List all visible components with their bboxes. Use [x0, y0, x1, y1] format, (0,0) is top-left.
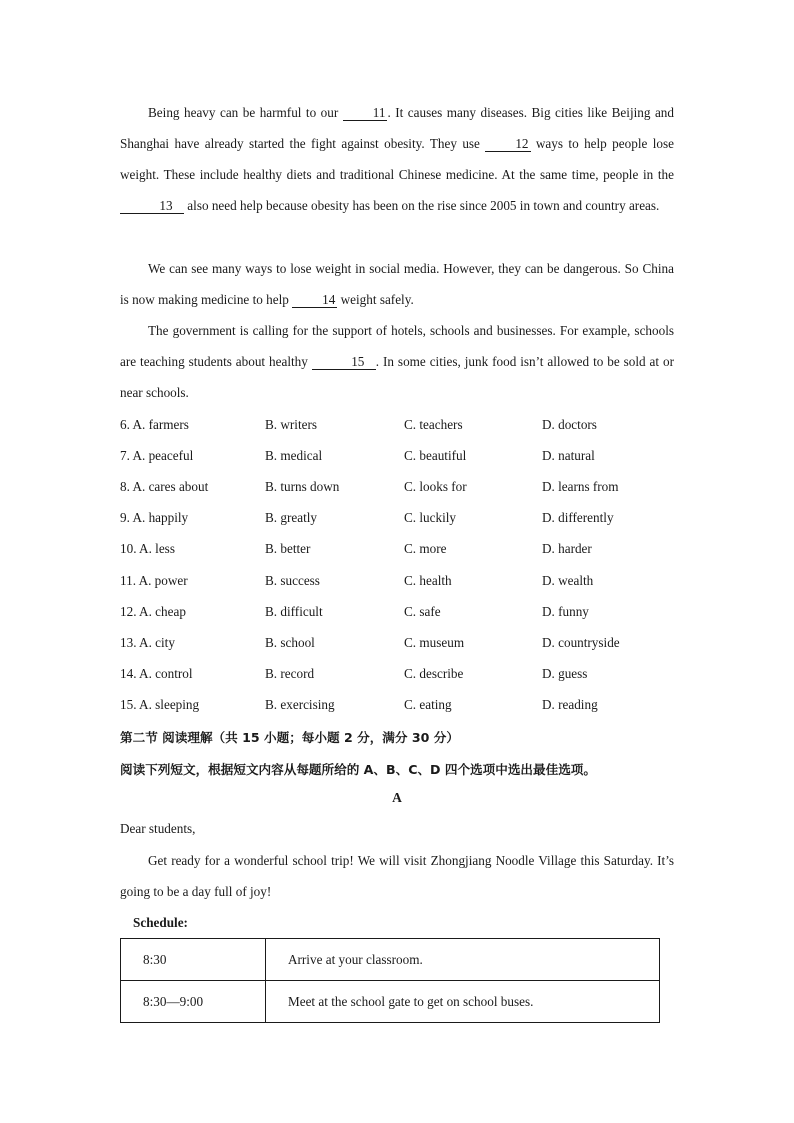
table-row [121, 939, 660, 981]
option-d[interactable]: D. countryside [542, 635, 620, 650]
option-c[interactable]: C. safe [404, 604, 441, 619]
option-a[interactable]: 13. A. city [120, 635, 175, 650]
option-d[interactable]: D. wealth [542, 573, 594, 588]
option-b[interactable]: B. exercising [265, 697, 335, 712]
schedule-activity: Arrive at your classroom. [266, 939, 660, 981]
option-d[interactable]: D. harder [542, 541, 592, 556]
option-c[interactable]: C. describe [404, 666, 464, 681]
option-b[interactable]: B. turns down [265, 479, 340, 494]
passage-text: Being heavy can be harmful to our [148, 105, 343, 120]
option-row [120, 689, 680, 720]
section-instruction: 阅读下列短文，根据短文内容从每题所给的 A、B、C、D 四个选项中选出最佳选项。 [120, 762, 596, 777]
option-b[interactable]: B. writers [265, 417, 318, 432]
option-b[interactable]: B. medical [265, 448, 323, 463]
letter-body: Get ready for a wonderful school trip! We will visit Zhongjiang Noodle Village this Saturday. It’s going to be a day full of joy! [120, 853, 674, 899]
option-row [120, 502, 680, 533]
option-c[interactable]: C. beautiful [404, 448, 467, 463]
passage-paragraph-1 [120, 97, 674, 221]
option-c[interactable]: C. museum [404, 635, 465, 650]
option-d[interactable]: D. reading [542, 697, 598, 712]
section-heading: 第二节 阅读理解（共 15 小题；每小题 2 分，满分 30 分） [120, 730, 459, 745]
passage-text: also need help because obesity has been on the rise since 2005 in town and country areas. [184, 198, 660, 213]
option-b[interactable]: B. better [265, 541, 311, 556]
option-c[interactable]: C. more [404, 541, 447, 556]
schedule-label: Schedule: [133, 915, 188, 930]
option-a[interactable]: 12. A. cheap [120, 604, 186, 619]
blank-14: 14 [292, 293, 337, 308]
passage-text: . In some cities, junk food isn’t allowed to be sold at or near schools. [120, 354, 674, 400]
blank-12: 12 [485, 137, 530, 152]
option-c[interactable]: C. eating [404, 697, 452, 712]
passage-text: The government is calling for the support of hotels, schools and businesses. For example, schools are teaching students about healthy [120, 323, 674, 369]
schedule-time: 8:30—9:00 [121, 981, 266, 1023]
option-row [120, 409, 680, 440]
option-a[interactable]: 6. A. farmers [120, 417, 189, 432]
option-b[interactable]: B. success [265, 573, 320, 588]
option-d[interactable]: D. natural [542, 448, 595, 463]
table-row [121, 981, 660, 1023]
option-row [120, 440, 680, 471]
option-b[interactable]: B. greatly [265, 510, 318, 525]
passage-label: A [392, 790, 402, 805]
schedule-activity: Meet at the school gate to get on school buses. [266, 981, 660, 1023]
schedule-time: 8:30 [121, 939, 266, 981]
option-a[interactable]: 7. A. peaceful [120, 448, 194, 463]
passage-text: weight safely. [337, 292, 414, 307]
option-row [120, 533, 680, 564]
schedule-table [120, 938, 660, 1023]
option-c[interactable]: C. teachers [404, 417, 463, 432]
option-c[interactable]: C. looks for [404, 479, 467, 494]
option-a[interactable]: 11. A. power [120, 573, 188, 588]
option-b[interactable]: B. school [265, 635, 315, 650]
letter-greeting: Dear students, [120, 821, 196, 836]
option-d[interactable]: D. differently [542, 510, 614, 525]
option-row [120, 565, 680, 596]
option-row [120, 596, 680, 627]
option-row [120, 658, 680, 689]
option-c[interactable]: C. luckily [404, 510, 457, 525]
passage-text: We can see many ways to lose weight in social media. However, they can be dangerous. So China is now making medicine to help [120, 261, 674, 307]
option-b[interactable]: B. record [265, 666, 315, 681]
option-a[interactable]: 10. A. less [120, 541, 175, 556]
passage-text: . It causes many diseases. Big cities like Beijing and Shanghai have already started the fight against obesity. They use [120, 105, 674, 151]
option-row [120, 471, 680, 502]
option-d[interactable]: D. learns from [542, 479, 619, 494]
option-a[interactable]: 8. A. cares about [120, 479, 209, 494]
option-row [120, 627, 680, 658]
option-c[interactable]: C. health [404, 573, 452, 588]
option-b[interactable]: B. difficult [265, 604, 323, 619]
option-d[interactable]: D. funny [542, 604, 589, 619]
option-a[interactable]: 9. A. happily [120, 510, 189, 525]
passage-text: ways to help people lose weight. These include healthy diets and traditional Chinese medicine. At the same time, people in the [120, 136, 674, 182]
blank-15: 15 [312, 355, 376, 370]
blank-11: 11 [343, 106, 388, 121]
passage-paragraph-3 [120, 315, 674, 408]
option-a[interactable]: 15. A. sleeping [120, 697, 200, 712]
option-d[interactable]: D. doctors [542, 417, 597, 432]
blank-13: 13 [120, 199, 184, 214]
option-a[interactable]: 14. A. control [120, 666, 193, 681]
passage-paragraph-2 [120, 253, 674, 315]
option-d[interactable]: D. guess [542, 666, 588, 681]
